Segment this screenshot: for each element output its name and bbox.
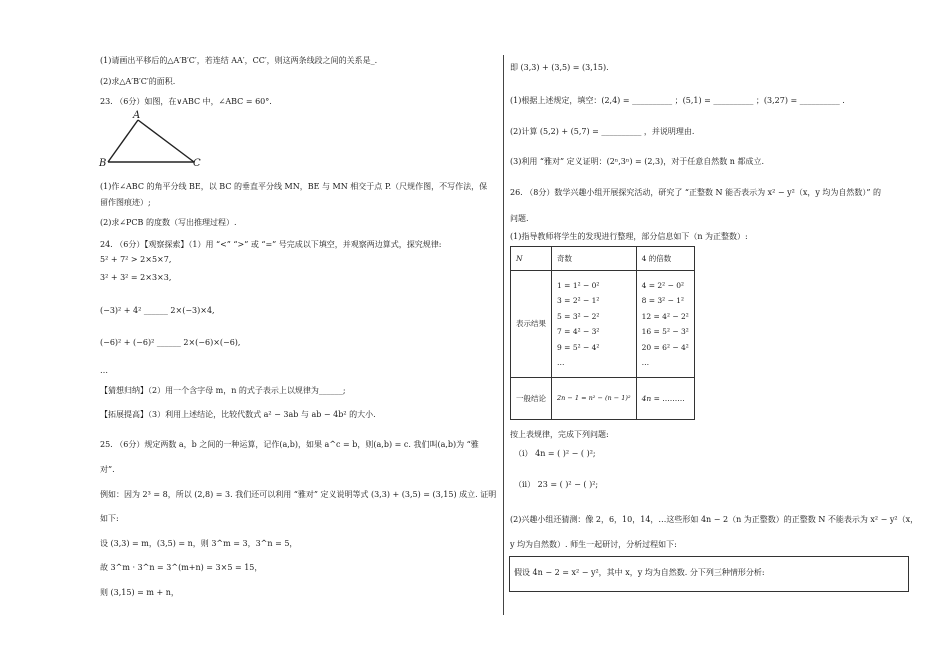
q26-part2: (2)兴趣小组还猜测：像 2，6，10，14，…这些形如 4n − 2（n 为正整数）的正整数 N 不能表示为 x² − y²（x， xyxy=(510,515,919,524)
table-conclusion-odd: 2n − 1 = n² − (n − 1)² xyxy=(552,378,637,420)
q24-expr-2: 3² + 3² = 2×3×3, xyxy=(100,273,172,282)
q24-ellipsis: … xyxy=(100,366,108,375)
q25-step-1: 设 (3,3) = m，(3,5) = n，则 3^m = 3，3^n = 5， xyxy=(100,539,298,548)
table-odd-cell xyxy=(552,271,637,378)
after-table-text: 按上表规律，完成下列问题: xyxy=(510,430,609,439)
table-odd-item: 3 = 2² − 1² xyxy=(557,296,600,305)
q25-part1: (1)根据上述规定，填空：(2,4) = __________ ；(5,1) = __________ ；(3,27) = __________ . xyxy=(510,96,845,105)
q23-title: 23. （6分）如图，在∨ABC 中，∠ABC = 60°. xyxy=(100,97,272,106)
table-mult4-item: 4 = 2² − 0² xyxy=(641,280,685,290)
vertex-a-label: A xyxy=(133,110,141,121)
q25-example: 例如：因为 2³ = 8，所以 (2,8) = 3. 我们还可以利用 “雅对” 定义说明等式 (3,3) + (3,5) = (3,15) 成立. 证明 xyxy=(100,490,497,499)
q24-expr-4: (−6)² + (−6)² ______ 2×(−6)×(−6), xyxy=(100,338,241,347)
q26-part1: (1)指导教师将学生的发现进行整理，部分信息如下（n 为正整数）: xyxy=(510,232,748,241)
q25-part2: (2)计算 (5,2) + (5,7) = __________ ，并说明理由. xyxy=(510,127,695,136)
table-odd-item: 9 = 5² − 4² xyxy=(557,342,600,352)
table-row-label: 表示结果 xyxy=(511,271,552,378)
q24-title: 24. （6分）【观察探索】（1）用 “<” “>” 或 “=” 号完成以下填空，并观察两边算式，探究规律: xyxy=(100,240,442,249)
q23-part2: (2)求∠PCB 的度数（写出推理过程）. xyxy=(100,218,237,227)
left-line-1: (1)请画出平移后的△A′B′C′，若连结 AA′，CC′，则这两条线段之间的关系是_. xyxy=(100,56,378,65)
q25-title: 25. （6分）规定两数 a，b 之间的一种运算，记作(a,b)，如果 a^c = b，则(a,b) = c. 我们叫(a,b)为 “雅 xyxy=(100,440,479,449)
q24-expr-3: (−3)² + 4² ______ 2×(−3)×4, xyxy=(100,306,215,315)
q25-step-2: 故 3^m · 3^n = 3^(m+n) = 3×5 = 15， xyxy=(100,563,263,572)
table-odd-item: 5 = 3² − 2² xyxy=(557,311,600,321)
table-conclusion-mult4: 4n = ……… xyxy=(636,378,694,420)
table-odd-item: … xyxy=(557,358,565,367)
column-divider xyxy=(503,55,504,615)
table-header-n: N xyxy=(511,247,552,271)
table-mult4-item: 20 = 6² − 4² xyxy=(641,342,689,352)
table-header-odd: 奇数 xyxy=(552,247,637,271)
q23-part1: (1)作∠ABC 的角平分线 BE，以 BC 的垂直平分线 MN，BE 与 MN 相交于点 P.（尺规作图，不写作法，保 xyxy=(100,182,488,191)
left-line-2: (2)求△A′B′C′的面积. xyxy=(100,77,176,86)
right-line-1: 即 (3,3) + (3,5) = (3,15). xyxy=(510,63,609,72)
q23-part1-cont: 留作图痕迹）; xyxy=(100,198,151,207)
table-mult4-item: … xyxy=(641,358,650,367)
q24-expr-1: 5² + 7² > 2×5×7, xyxy=(100,255,172,264)
q26-title: 26. （8分）数学兴趣小组开展探究活动，研究了 “正整数 N 能否表示为 x² − y²（x，y 均为自然数）” 的 xyxy=(510,188,882,197)
q24-extend: 【拓展提高】（3）利用上述结论，比较代数式 a² − 3ab 与 ab − 4b² 的大小. xyxy=(100,410,376,419)
q25-title-cont: 对”. xyxy=(100,465,115,474)
q26-part2-cont: y 均为自然数）. 师生一起研讨，分析过程如下: xyxy=(510,540,677,549)
pattern-table xyxy=(510,246,695,420)
table-header-mult4: 4 的倍数 xyxy=(636,247,694,271)
vertex-c-label: C xyxy=(193,158,201,169)
table-mult4-item: 16 = 5² − 3² xyxy=(641,327,689,336)
table-mult4-item: 12 = 4² − 2² xyxy=(641,311,689,321)
vertex-b-label: B xyxy=(99,158,107,169)
analysis-box-text: 假设 4n − 2 = x² − y²，其中 x，y 均为自然数. 分下列三种情形分析: xyxy=(514,568,765,577)
q24-guess: 【猜想归纳】（2）用一个含字母 m，n 的式子表示上以规律为______; xyxy=(100,386,346,395)
table-odd-item: 1 = 1² − 0² xyxy=(557,280,600,290)
table-mult4-item: 8 = 3² − 1² xyxy=(641,296,685,305)
q25-example-cont: 如下: xyxy=(100,514,119,523)
q26-title-cont: 问题. xyxy=(510,214,529,223)
table-odd-item: 7 = 4² − 3² xyxy=(557,327,600,336)
q26-sub-i: （i） 4n = ( )² − ( )²; xyxy=(514,449,596,458)
q25-part3: (3)利用 “雅对” 定义证明：(2ⁿ,3ⁿ) = (2,3)，对于任意自然数 n 都成立. xyxy=(510,157,765,166)
table-mult4-cell xyxy=(636,271,694,378)
q25-step-3: 则 (3,15) = m + n， xyxy=(100,588,179,597)
table-conclusion-label: 一般结论 xyxy=(511,378,552,420)
q26-sub-ii: （ii） 23 = ( )² − ( )²; xyxy=(514,480,599,489)
